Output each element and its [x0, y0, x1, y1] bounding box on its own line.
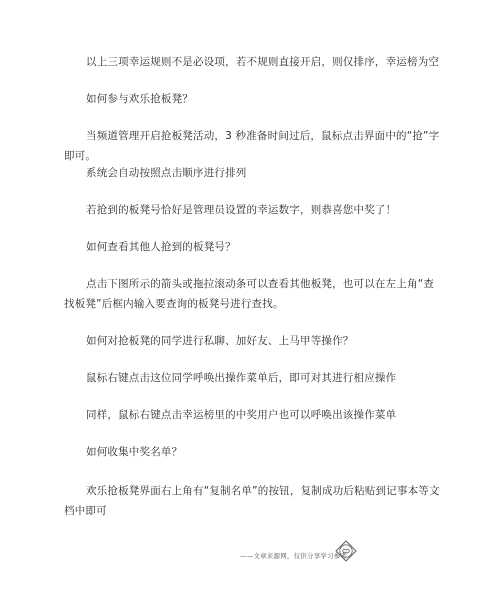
paragraph-auto-sort: 系统会自动按照点击顺序进行排列 [86, 167, 247, 179]
paragraph-copy-list: 欢乐抢板凳界面右上角有“复制名单”的按钮，复制成功后粘贴到记事本等文档中即可 [64, 485, 440, 517]
seal-icon [335, 540, 357, 562]
paragraph-how-to-grab: 当频道管理开启抢板凳活动，3 秒准备时间过后，鼠标点击界面中的“抢”字即可。 [64, 130, 440, 162]
paragraph-lucky-number-win: 若抢到的板凳号恰好是管理员设置的幸运数字，则恭喜您中奖了！ [86, 204, 397, 216]
heading-user-operations: 如何对抢板凳的同学进行私聊、加好友、上马甲等操作？ [86, 335, 354, 347]
heading-collect-winners: 如何收集中奖名单？ [86, 446, 183, 458]
heading-view-others: 如何查看其他人抢到的板凳号？ [86, 241, 236, 253]
paragraph-view-others-instructions: 点击下图所示的箭头或拖拉滚动条可以查看其他板凳，也可以在左上角“查找板凳”后框内输入要查询的板凳号进行查找。 [64, 278, 435, 310]
heading-how-to-join: 如何参与欢乐抢板凳？ [86, 93, 193, 105]
footer-source-note: ——文章来源网，仅供分享学习参考 [240, 552, 348, 560]
paragraph-right-click-menu: 鼠标右键点击这位同学呼唤出操作菜单后，即可对其进行相应操作 [86, 372, 397, 384]
paragraph-right-click-winner: 同样，鼠标右键点击幸运榜里的中奖用户也可以呼唤出该操作菜单 [86, 409, 397, 421]
paragraph-lucky-rules-note: 以上三项幸运规则不是必设项，若不规则直接开启，则仅排序，幸运榜为空 [86, 56, 440, 68]
